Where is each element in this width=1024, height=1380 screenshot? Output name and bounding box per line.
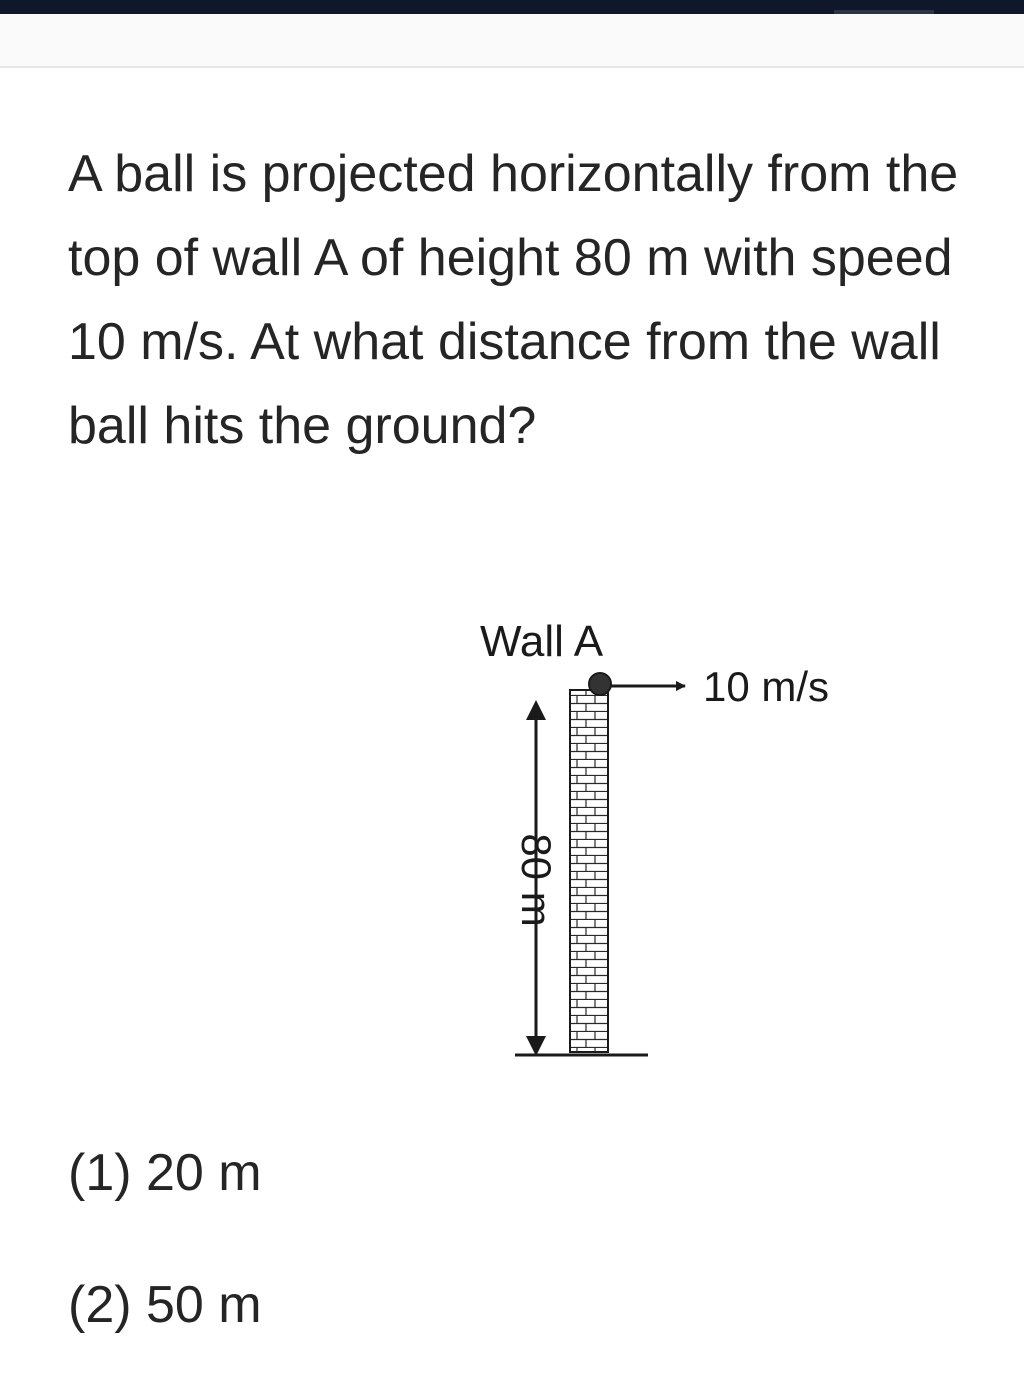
question-text: A ball is projected horizontally from the top of wall A of height 80 m with speed 10 m/s. At what distance from the wall ball hits the ground?: [68, 145, 959, 455]
header-strip: [0, 14, 1024, 68]
answer-options: [68, 1138, 262, 1340]
wall-label: Wall A: [480, 617, 604, 666]
ball: [589, 673, 611, 695]
height-arrow-up-icon: [526, 700, 546, 720]
brick-wall: [570, 690, 608, 1052]
status-bar: [0, 0, 1024, 14]
height-arrow-down-icon: [526, 1036, 546, 1056]
option-2[interactable]: (2) 50 m: [68, 1276, 262, 1334]
height-label: 80 m: [513, 833, 560, 927]
speed-label: 10 m/s: [703, 663, 830, 710]
wall-projectile-figure: [460, 600, 880, 1090]
figure-svg: [460, 600, 880, 1090]
option-1[interactable]: (1) 20 m: [68, 1144, 262, 1202]
